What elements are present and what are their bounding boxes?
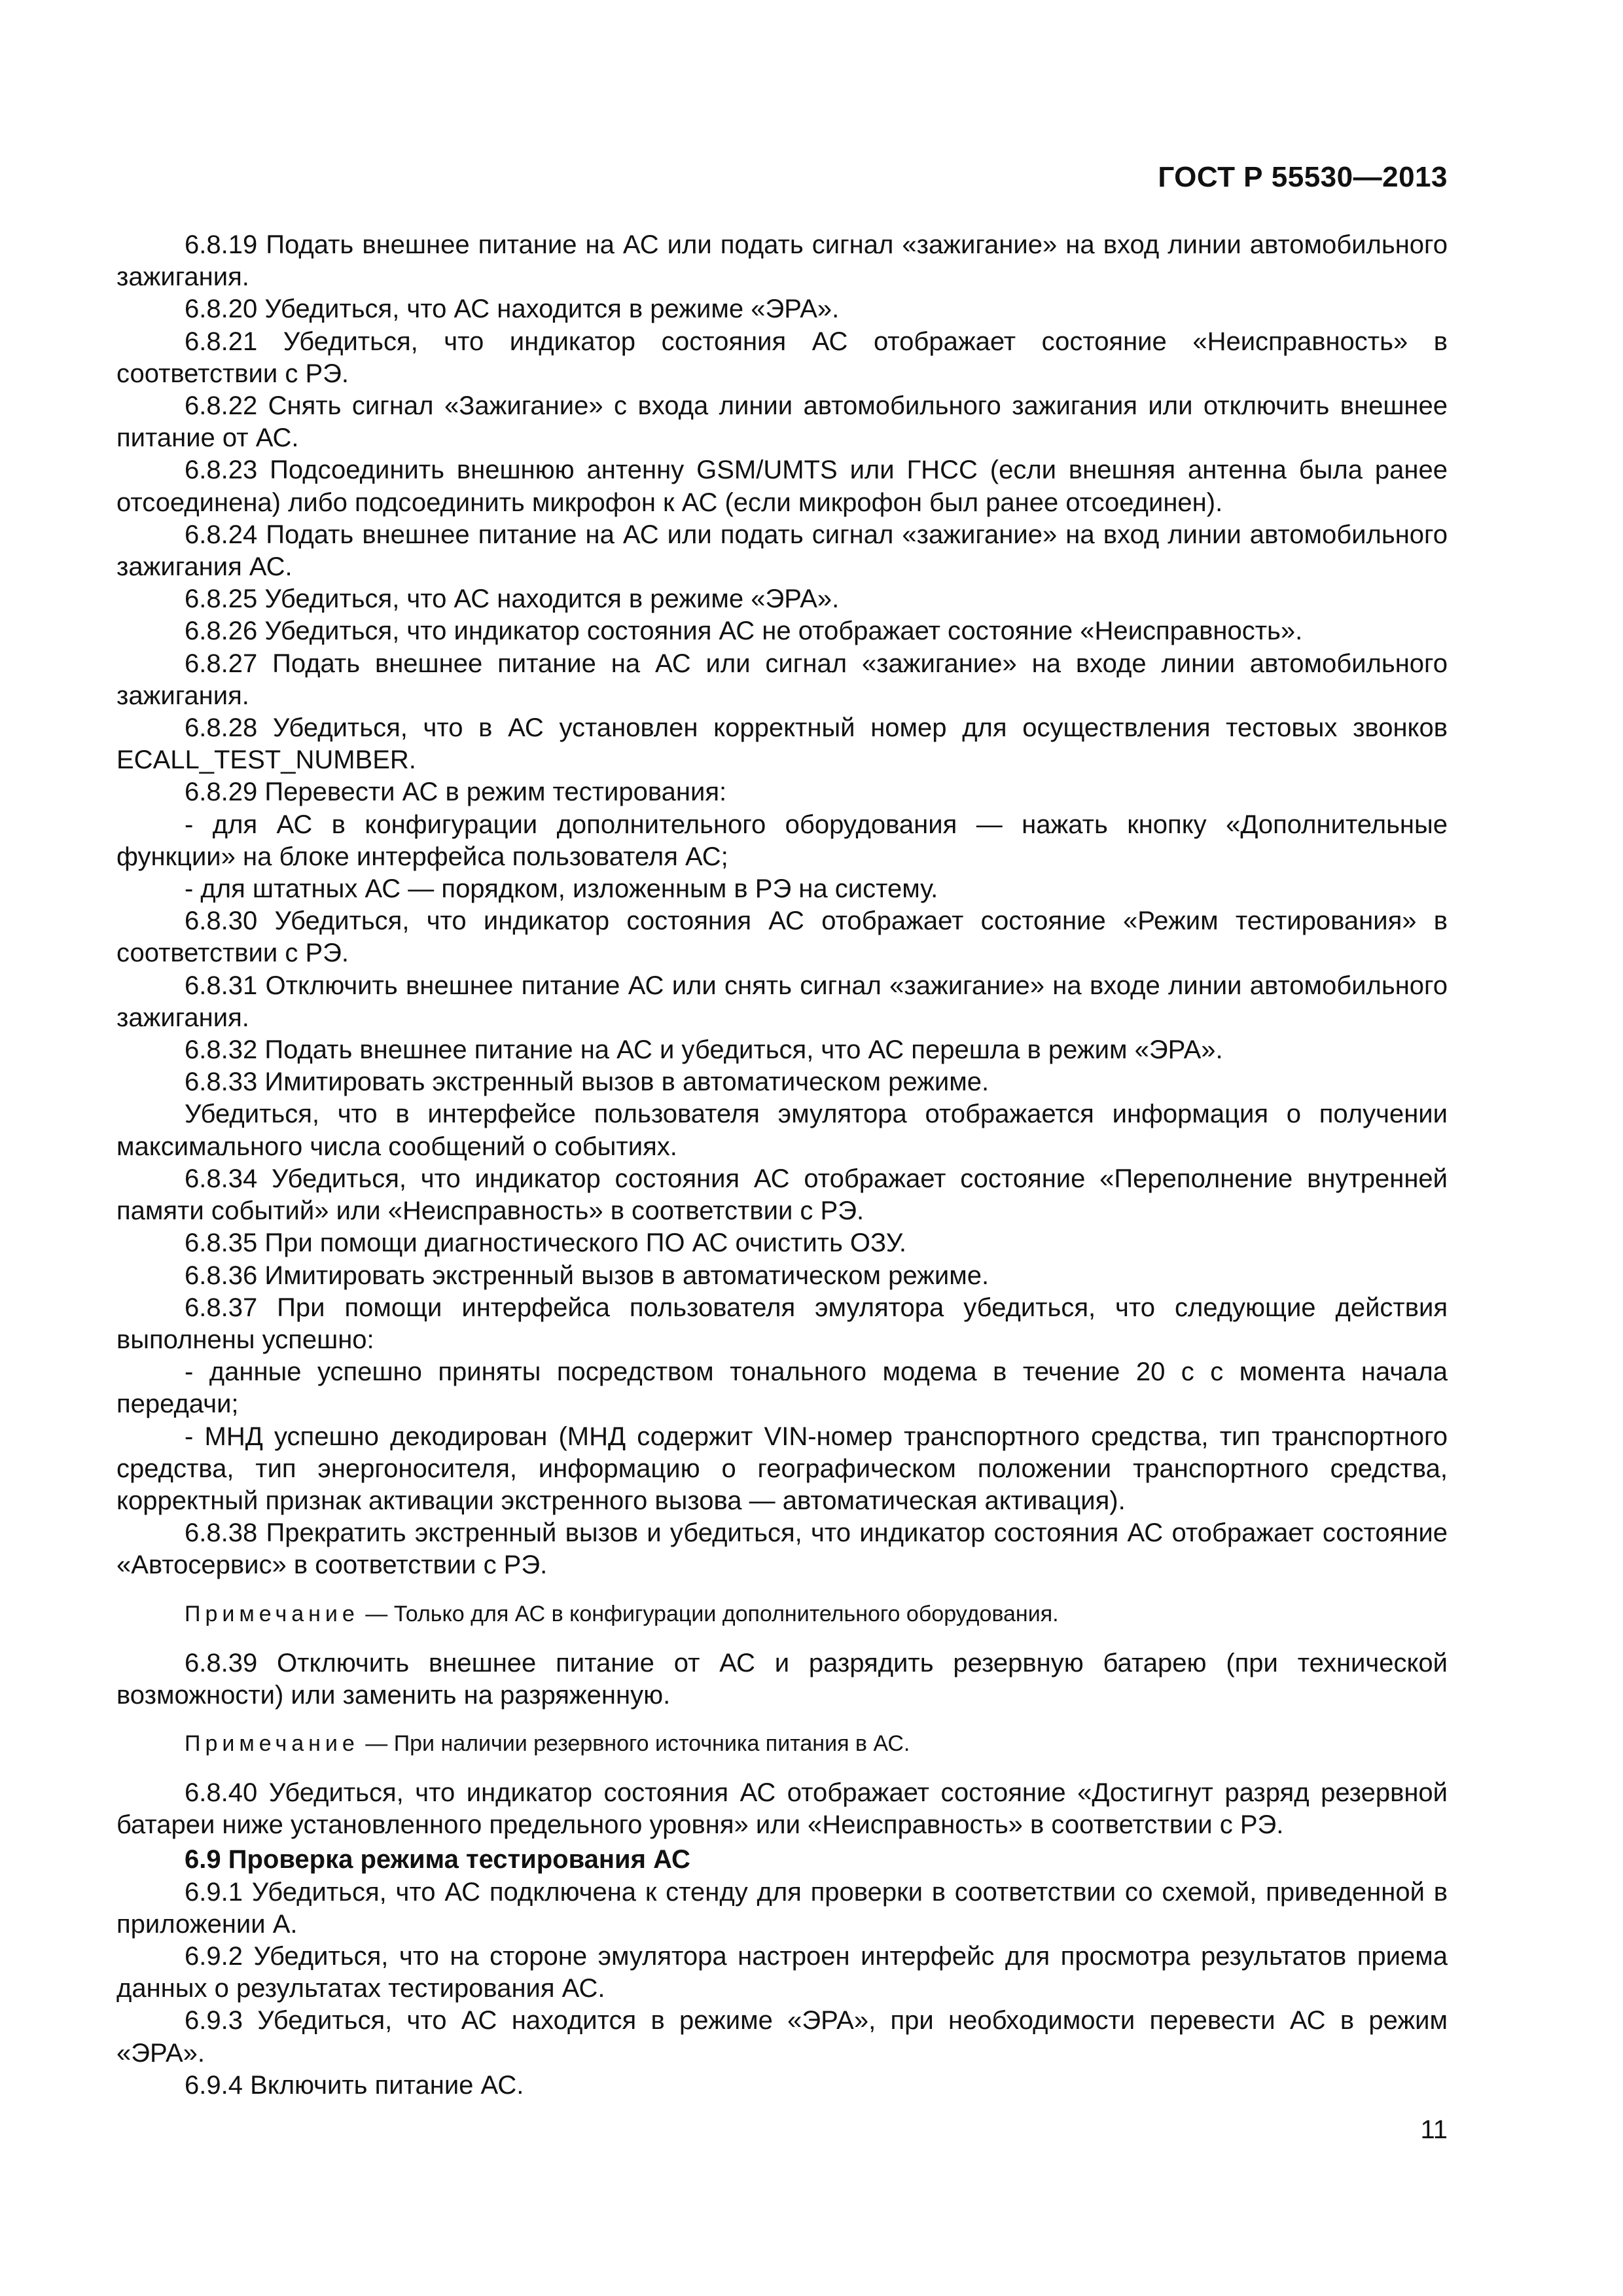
- note-text: — Только для АС в конфигурации дополнительного оборудования.: [365, 1601, 1059, 1626]
- paragraph: 6.9.4 Включить питание АС.: [185, 2070, 524, 2100]
- paragraph: 6.8.31 Отключить внешнее питание АС или снять сигнал «зажигание» на входе линии автомобильного зажигания.: [116, 971, 1448, 1032]
- paragraph: 6.8.38 Прекратить экстренный вызов и убедиться, что индикатор состояния АС отображает состояние «Автосервис» в соответствии с РЭ.: [116, 1518, 1448, 1580]
- list-item: - для АС в конфигурации дополнительного оборудования — нажать кнопку «Дополнительные функции» на блоке интерфейса пользователя АС;: [116, 810, 1448, 871]
- document-code-header: ГОСТ Р 55530—2013: [1158, 161, 1448, 193]
- paragraph: 6.8.35 При помощи диагностического ПО АС очистить ОЗУ.: [185, 1229, 906, 1258]
- note: [116, 1599, 1448, 1629]
- paragraph: Убедиться, что в интерфейсе пользователя эмулятора отображается информация о получении максимального числа сообщений о событиях.: [116, 1100, 1448, 1161]
- list-item: - для штатных АС — порядком, изложенным в РЭ на систему.: [185, 874, 938, 904]
- paragraph: 6.8.33 Имитировать экстренный вызов в автоматическом режиме.: [185, 1067, 990, 1097]
- note-text: — При наличии резервного источника питания в АС.: [365, 1731, 910, 1756]
- paragraph: 6.8.40 Убедиться, что индикатор состояния АС отображает состояние «Достигнут разряд резервной батареи ниже установленного предельного уровня» или «Неисправность» в соответствии с РЭ.: [116, 1778, 1448, 1840]
- paragraph: 6.8.24 Подать внешнее питание на АС или подать сигнал «зажигание» на вход линии автомобильного зажигания АС.: [116, 520, 1448, 582]
- paragraph: 6.8.23 Подсоединить внешнюю антенну GSM/UMTS или ГНСС (если внешняя антенна была ранее отсоединена) либо подсоединить микрофон к АС (если микрофон был ранее отсоединен).: [116, 456, 1448, 517]
- paragraph: 6.8.30 Убедиться, что индикатор состояния АС отображает состояние «Режим тестирования» в соответствии с РЭ.: [116, 906, 1448, 968]
- paragraph: 6.9.2 Убедиться, что на стороне эмулятора настроен интерфейс для просмотра результатов приема данных о результатах тестирования АС.: [116, 1941, 1448, 2003]
- list-item: - данные успешно приняты посредством тонального модема в течение 20 с с момента начала передачи;: [116, 1357, 1448, 1419]
- paragraph: 6.9.3 Убедиться, что АС находится в режиме «ЭРА», при необходимости перевести АС в режим «ЭРА».: [116, 2006, 1448, 2068]
- list-item: - МНД успешно декодирован (МНД содержит VIN-номер транспортного средства, тип транспортного средства, тип энергоносителя, информацию о географическом положении транспортного средства, корректный признак активации экстренного вызова — автоматическая активация).: [116, 1422, 1448, 1515]
- paragraph: 6.8.37 При помощи интерфейса пользователя эмулятора убедиться, что следующие действия выполнены успешно:: [116, 1293, 1448, 1354]
- paragraph: 6.8.27 Подать внешнее питание на АС или сигнал «зажигание» на входе линии автомобильного зажигания.: [116, 649, 1448, 710]
- paragraph: 6.8.19 Подать внешнее питание на АС или подать сигнал «зажигание» на вход линии автомобильного зажигания.: [116, 230, 1448, 292]
- paragraph: 6.8.28 Убедиться, что в АС установлен корректный номер для осуществления тестовых звонков ECALL_TEST_NUMBER.: [116, 713, 1448, 775]
- note-label: Примечание: [185, 1731, 359, 1756]
- paragraph: 6.8.25 Убедиться, что АС находится в режиме «ЭРА».: [185, 584, 840, 614]
- note: [116, 1729, 1448, 1759]
- paragraph: 6.9.1 Убедиться, что АС подключена к стенду для проверки в соответствии со схемой, приведенной в приложении А.: [116, 1877, 1448, 1939]
- page-body: [116, 229, 1448, 2102]
- paragraph: 6.8.34 Убедиться, что индикатор состояния АС отображает состояние «Переполнение внутренней памяти событий» или «Неисправность» в соответствии с РЭ.: [116, 1164, 1448, 1226]
- paragraph: 6.8.26 Убедиться, что индикатор состояния АС не отображает состояние «Неисправность».: [185, 617, 1303, 646]
- paragraph: 6.8.32 Подать внешнее питание на АС и убедиться, что АС перешла в режим «ЭРА».: [185, 1035, 1223, 1065]
- paragraph: 6.8.39 Отключить внешнее питание от АС и разрядить резервную батарею (при технической возможности) или заменить на разряженную.: [116, 1648, 1448, 1710]
- paragraph: 6.8.20 Убедиться, что АС находится в режиме «ЭРА».: [185, 295, 840, 324]
- page-number: 11: [1420, 2115, 1448, 2144]
- paragraph: 6.8.22 Снять сигнал «Зажигание» с входа линии автомобильного зажигания или отключить внешнее питание от АС.: [116, 391, 1448, 453]
- paragraph: 6.8.36 Имитировать экстренный вызов в автоматическом режиме.: [185, 1261, 990, 1290]
- section-heading: 6.9 Проверка режима тестирования АС: [185, 1845, 690, 1874]
- paragraph: 6.8.21 Убедиться, что индикатор состояния АС отображает состояние «Неисправность» в соответствии с РЭ.: [116, 327, 1448, 388]
- paragraph: 6.8.29 Перевести АС в режим тестирования:: [185, 778, 727, 807]
- note-label: Примечание: [185, 1601, 359, 1626]
